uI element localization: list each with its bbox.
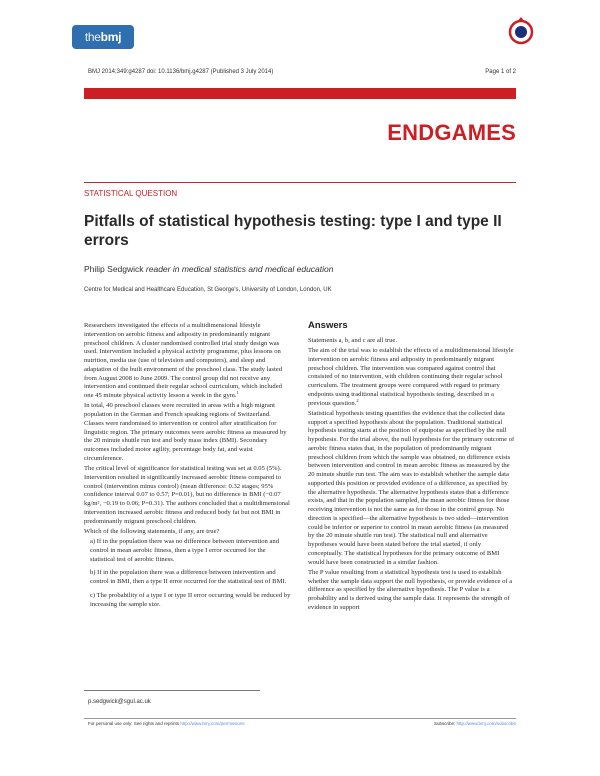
university-seal-icon bbox=[508, 16, 534, 50]
subscribe-link[interactable]: http://www.bmj.com/subscribe bbox=[456, 721, 516, 726]
header-red-bar bbox=[84, 88, 516, 99]
citation: BMJ 2014;349:g4287 doi: 10.1136/bmj.g4287 (Published 3 July 2014) bbox=[88, 69, 274, 75]
paragraph bbox=[84, 322, 292, 401]
masthead: ENDGAMES bbox=[387, 120, 516, 145]
answer-summary: Statements a, b, and c are all true. bbox=[308, 336, 397, 344]
section-label: STATISTICAL QUESTION bbox=[84, 189, 178, 198]
paragraph: The P value resulting from a statistical hypothesis test is used to establish whether the sample data support the null hypothesis, or provide evidence of a difference as specified by the alternative hypothesis. The P value is a probability and is derived using the sample data. It represents the strength of evidence in support bbox=[308, 568, 513, 611]
reference-marker: 2 bbox=[356, 397, 359, 403]
bmj-logo bbox=[72, 25, 134, 49]
paragraph-text: The aim of the trial was to establish the effects of a multidimensional lifestyle intervention on aerobic fitness and adiposity in predominantly migrant preschool children. The intervention was compared against control that consisted of no intervention, with children continuing their regular school curriculum. The treatment groups were compared with regard to primary endpoints using traditional statistical hypothesis testing, described in a previous question. bbox=[308, 347, 514, 407]
permissions-link[interactable]: http://www.bmj.com/permissions bbox=[180, 721, 245, 726]
paragraph bbox=[308, 347, 516, 408]
statement-b: b) If in the population there was a difference between intervention and control in BMI, then a type II error occurred for the statistical test of BMI. bbox=[90, 569, 287, 585]
answers-heading: Answers bbox=[308, 320, 348, 331]
author-email[interactable]: p.sedgwick@sgul.ac.uk bbox=[88, 699, 151, 705]
page-number: Page 1 of 2 bbox=[485, 69, 516, 75]
paragraph: In total, 40 preschool classes were recruited in areas with a high migrant population in the German and French speaking regions of Switzerland. Classes were randomised to intervention or control after stratification for linguistic region. The primary outcomes were aerobic fitness as measured by the 20 minute shuttle run test and body mass index (BMI). Secondary outcomes included motor agility, percentage body fat, and waist circumference. bbox=[84, 402, 287, 462]
paragraph: The critical level of significance for statistical testing was set at 0.05 (5%). Intervention resulted in significantly increased aerobic fitness compared to control (intervention minus control) (mean difference: 0.32 stages; 95% confidence interval 0.07 to 0.57; P=0.01), but no difference in BMI (−0.07 kg/m², −0.19 to 0.06; P=0.31). The authors concluded that a multidimensional intervention increased aerobic fitness and reduced body fat but not BMI in predominantly migrant preschool children. bbox=[84, 465, 290, 525]
footer-divider bbox=[84, 718, 516, 719]
author-role: reader in medical statistics and medical education bbox=[145, 264, 334, 274]
left-column bbox=[84, 322, 292, 614]
statement-a: a) If in the population there was no difference between intervention and control in mean aerobic fitness, then a type I error occurred for the statistical test of aerobic fitness. bbox=[90, 538, 280, 563]
article-title: Pitfalls of statistical hypothesis testing: type I and type II errors bbox=[84, 213, 502, 249]
statement-c: c) The probability of a type I or type II error occurring would be reduced by increasing the sample size. bbox=[90, 591, 291, 608]
author-line bbox=[84, 264, 333, 274]
paragraph-text: Researchers investigated the effects of a multidimensional lifestyle intervention on aerobic fitness and adiposity in predominantly migrant preschool children. A cluster randomised controlled trial study design was used. Intervention included a physical activity programme, plus lessons on nutrition, media use (use of television and computers), and sleep and adaptation of the built environment of the preschool class. The study lasted from August 2008 to June 2009. The control group did not receive any intervention and continued their regular school curriculum, which included one 45 minute physical activity lesson a week in the gym. bbox=[84, 322, 283, 399]
question-prompt: Which of the following statements, if any, are true? bbox=[84, 527, 220, 535]
footer-subscribe bbox=[434, 721, 516, 726]
reference-marker: 1 bbox=[236, 389, 239, 395]
right-column bbox=[308, 322, 516, 614]
email-divider bbox=[84, 690, 260, 691]
logo-text-the: the bbox=[84, 30, 101, 44]
affiliation: Centre for Medical and Healthcare Education, St George's, University of London, London, UK bbox=[84, 287, 332, 293]
masthead-divider bbox=[84, 182, 516, 183]
footer-rights bbox=[88, 721, 245, 726]
author-name: Philip Sedgwick bbox=[84, 264, 144, 274]
logo-text-bmj: bmj bbox=[100, 30, 122, 44]
footer-rights-label: For personal use only: See rights and reprints bbox=[88, 721, 180, 726]
footer-subscribe-label: Subscribe: bbox=[433, 721, 456, 726]
paragraph: Statistical hypothesis testing quantifies the evidence that the collected data support a specified hypothesis about the population. Traditional statistical hypothesis testing starts at the position of equipoise as specified by the null hypothesis. For the trial above, the null hypothesis for the primary outcome of aerobic fitness states that, in the population of predominantly migrant preschool children from which the sample was obtained, no difference exists between intervention and control in mean aerobic fitness as measured by the 20 minute shuttle run test. The aim was to establish whether the sample data supported this position or provided evidence of a difference, as specified by the alternative hypothesis. The alternative hypothesis states that a difference exists, and that in the population sampled, the mean aerobic fitness for those receiving intervention is not the same as for those in the control group. No direction is specified—the alternative hypothesis is two sided—intervention could be inferior or superior to control in mean aerobic fitness (as measured by the 20 minute shuttle run test). The statistical null and alternative hypotheses would have been stated before the trial started, if only conceptually. The statistical hypotheses for the primary outcome of BMI would have been constructed in a similar fashion. bbox=[308, 409, 515, 566]
